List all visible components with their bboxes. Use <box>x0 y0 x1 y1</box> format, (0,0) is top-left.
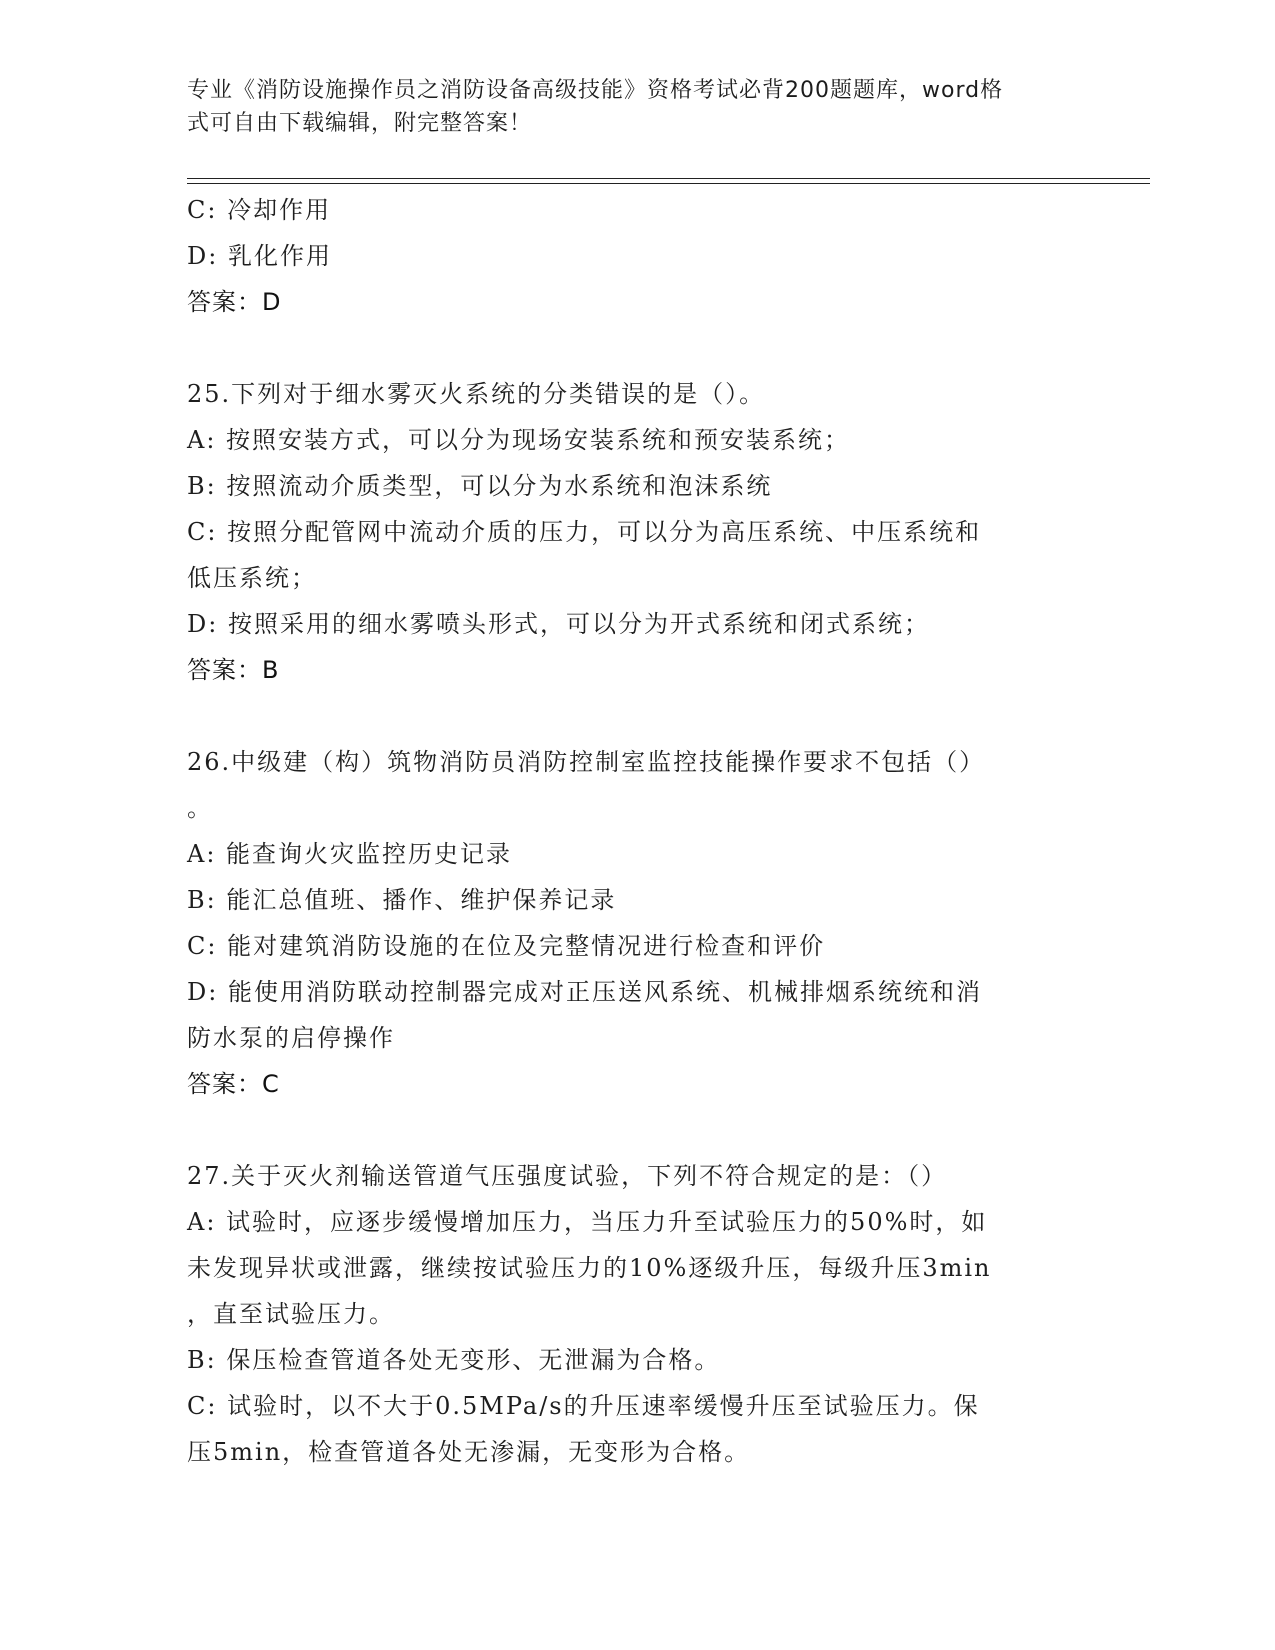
q24-option-c: C: 冷却作用 <box>187 196 332 224</box>
q27-option-a-line-1: A: 试验时，应逐步缓慢增加压力，当压力升至试验压力的50%时，如 <box>187 1208 988 1236</box>
header-line-2: 式可自由下载编辑，附完整答案！ <box>187 111 533 136</box>
q26-stem-line-1: 26.中级建（构）筑物消防员消防控制室监控技能操作要求不包括（） <box>187 748 986 776</box>
q25-option-c-line-1: C: 按照分配管网中流动介质的压力，可以分为高压系统、中压系统和 <box>187 518 982 546</box>
header-divider-top <box>187 178 1150 179</box>
question-content <box>187 187 1077 1475</box>
q26-option-d-line-1: D: 能使用消防联动控制器完成对正压送风系统、机械排烟系统统和消 <box>187 978 982 1006</box>
q25-answer: 答案：B <box>187 656 280 684</box>
q27-option-c-line-2: 压5min，检查管道各处无渗漏，无变形为合格。 <box>187 1438 751 1466</box>
q26-stem-line-2: 。 <box>187 794 213 822</box>
q27-stem: 27.关于灭火剂输送管道气压强度试验，下列不符合规定的是：（） <box>187 1162 948 1190</box>
q27-option-c-line-1: C: 试验时，以不大于0.5MPa/s的升压速率缓慢升压至试验压力。保 <box>187 1392 980 1420</box>
q25-option-d: D: 按照采用的细水雾喷头形式，可以分为开式系统和闭式系统； <box>187 610 930 638</box>
q26-option-a: A: 能查询火灾监控历史记录 <box>187 840 513 868</box>
q26-answer: 答案：C <box>187 1070 280 1098</box>
q26-option-c: C: 能对建筑消防设施的在位及完整情况进行检查和评价 <box>187 932 826 960</box>
q24-answer: 答案：D <box>187 288 282 316</box>
question-gap <box>187 325 1077 371</box>
question-gap <box>187 1107 1077 1153</box>
q27-option-b: B: 保压检查管道各处无变形、无泄漏为合格。 <box>187 1346 721 1374</box>
header-line-1: 专业《消防设施操作员之消防设备高级技能》资格考试必背200题题库，word格 <box>187 78 1004 103</box>
q26-option-b: B: 能汇总值班、播作、维护保养记录 <box>187 886 617 914</box>
q27-option-a-line-2: 未发现异状或泄露，继续按试验压力的10%逐级升压，每级升压3min <box>187 1254 992 1282</box>
q26-option-d-line-2: 防水泵的启停操作 <box>187 1024 395 1052</box>
question-gap <box>187 693 1077 739</box>
q25-option-a: A: 按照安装方式，可以分为现场安装系统和预安装系统； <box>187 426 851 454</box>
q25-option-c-line-2: 低压系统； <box>187 564 317 592</box>
q25-stem: 25.下列对于细水雾灭火系统的分类错误的是（）。 <box>187 380 766 408</box>
document-header <box>187 74 1067 140</box>
q25-option-b: B: 按照流动介质类型，可以分为水系统和泡沫系统 <box>187 472 773 500</box>
q24-option-d: D: 乳化作用 <box>187 242 332 270</box>
q27-option-a-line-3: ，直至试验压力。 <box>187 1300 395 1328</box>
header-divider-bottom <box>187 183 1150 184</box>
